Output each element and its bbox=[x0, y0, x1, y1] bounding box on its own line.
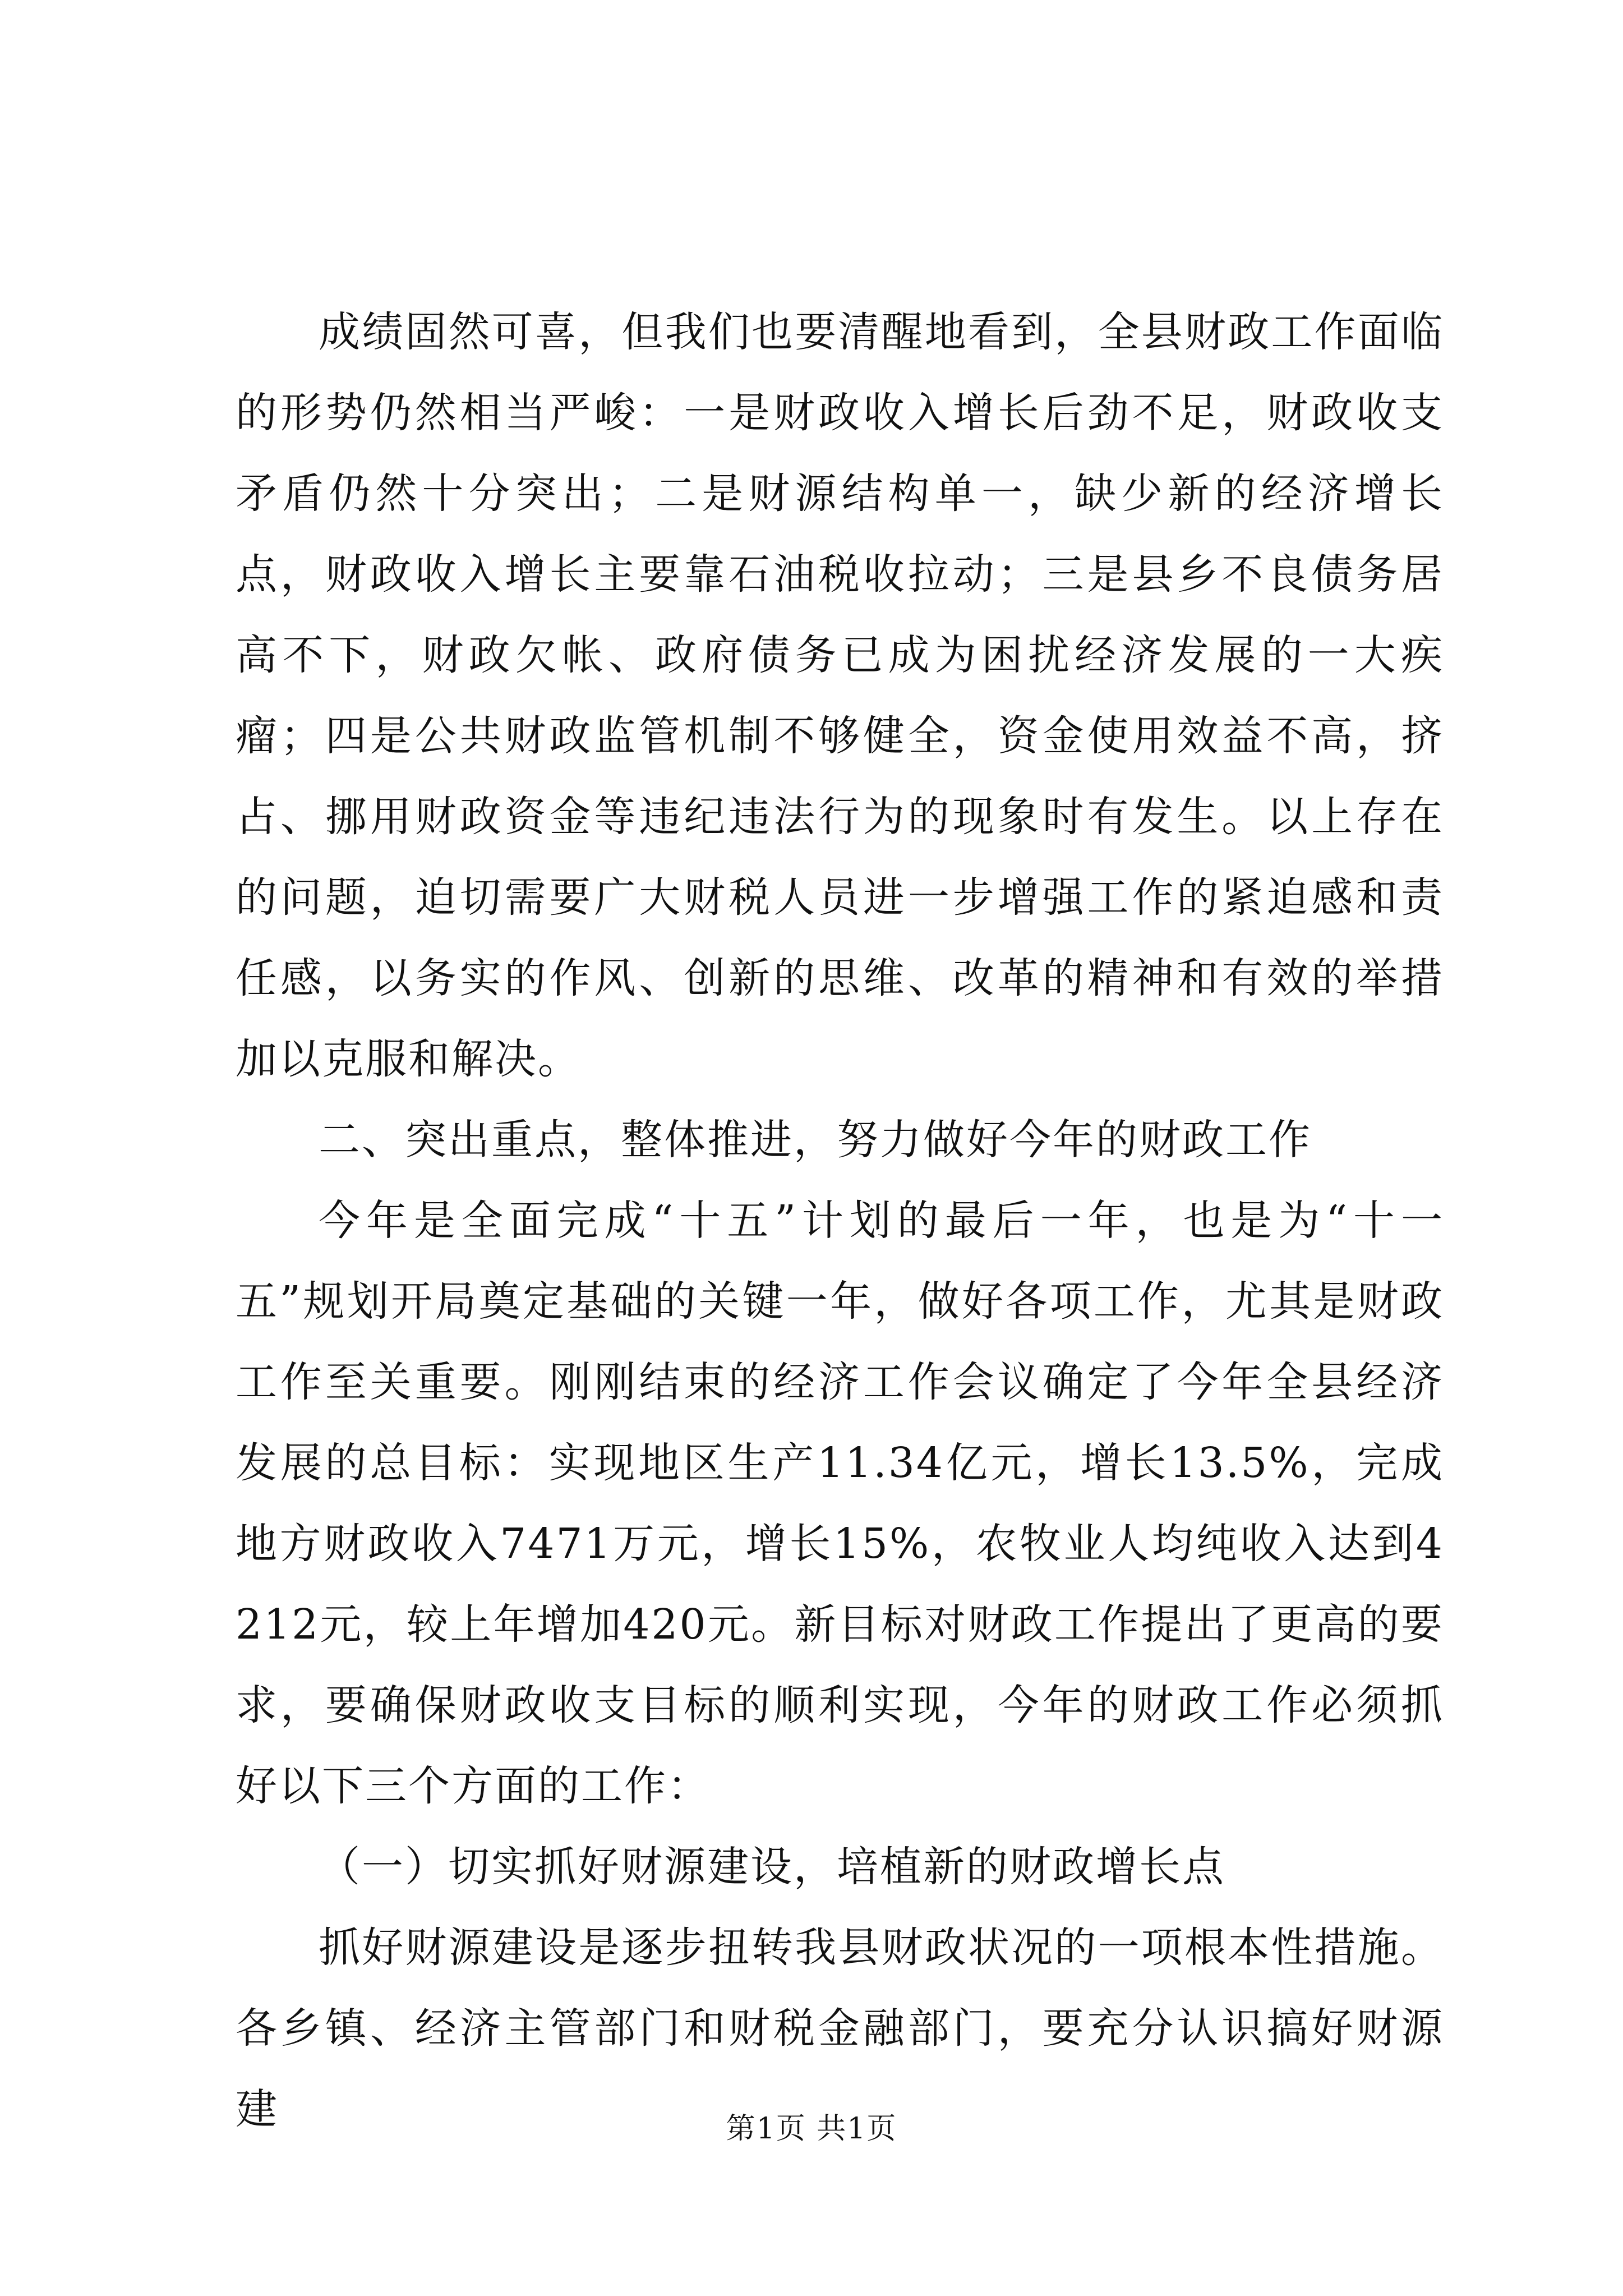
subsection-heading-1: （一）切实抓好财源建设，培植新的财政增长点 bbox=[319, 1843, 1225, 1891]
paragraph-annual-goals: 今年是全面完成“十五”计划的最后一年，也是为“十一五”规划开局奠定基础的关键一年，做好各项工作，尤其是财政工作至关重要。刚刚结束的经济工作会议确定了今年全县经济发展的总目标：实现地区生产11.34亿元，增长13.5%，完成地方财政收入7471万元，增长15%，农牧业人均纯收入达到4212元，较上年增加420元。新目标对财政工作提出了更高的要求，要确保财政收支目标的顺利实现，今年的财政工作必须抓好以下三个方面的工作： bbox=[236, 1197, 1444, 1810]
paragraph-challenges: 成绩固然可喜，但我们也要清醒地看到，全县财政工作面临的形势仍然相当严峻：一是财政收入增长后劲不足，财政收支矛盾仍然十分突出；二是财源结构单一，缺少新的经济增长点，财政收入增长主要靠石油税收拉动；三是县乡不良债务居高不下，财政欠帐、政府债务已成为困扰经济发展的一大疾瘤；四是公共财政监管机制不够健全，资金使用效益不高，挤占、挪用财政资金等违纪违法行为的现象时有发生。以上存在的问题，迫切需要广大财税人员进一步增强工作的紧迫感和责任感，以务实的作风、创新的思维、改革的精神和有效的举措加以克服和解决。 bbox=[236, 308, 1444, 1083]
paragraph-revenue-source: 抓好财源建设是逐步扭转我县财政状况的一项根本性措施。各乡镇、经济主管部门和财税金融部门，要充分认识搞好财源建 bbox=[236, 1924, 1444, 2133]
document-body bbox=[236, 292, 1444, 2150]
section-heading-2: 二、突出重点，整体推进，努力做好今年的财政工作 bbox=[319, 1116, 1312, 1164]
page-number-footer: 第1页 共1页 bbox=[726, 2112, 897, 2146]
